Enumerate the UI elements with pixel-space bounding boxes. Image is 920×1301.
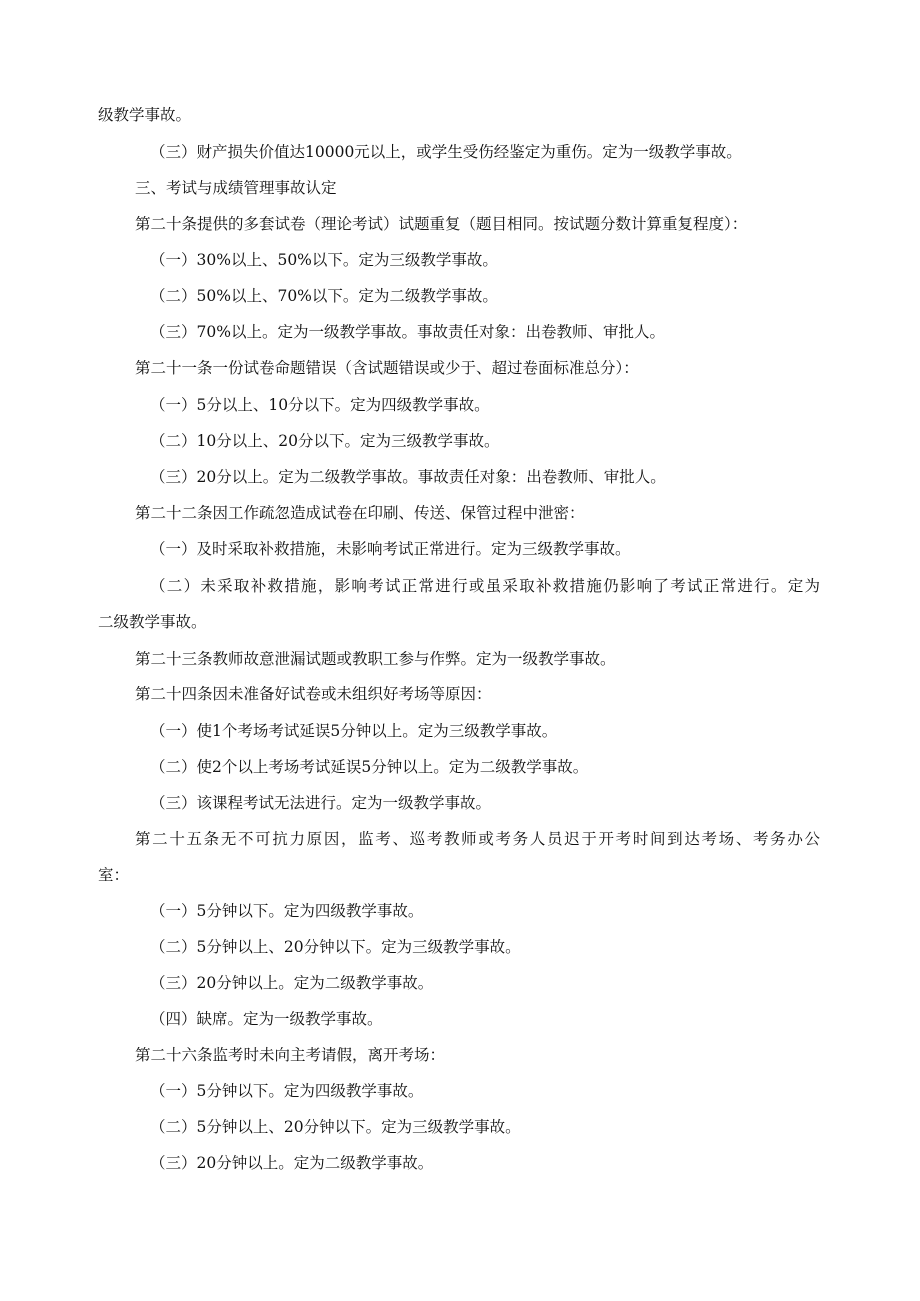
list-item: （三）该课程考试无法进行。定为一级教学事故。 bbox=[150, 794, 492, 812]
article-heading: 第二十五条无不可抗力原因，监考、巡考教师或考务人员迟于开考时间到达考场、考务办公 bbox=[135, 830, 820, 848]
list-item: （二）5分钟以上、20分钟以下。定为三级教学事故。 bbox=[150, 1118, 521, 1136]
list-item: （二）10分以上、20分以下。定为三级教学事故。 bbox=[150, 432, 500, 450]
list-item: （三）70%以上。定为一级教学事故。事故责任对象：出卷教师、审批人。 bbox=[150, 323, 665, 341]
article-heading: 第二十条提供的多套试卷（理论考试）试题重复（题目相同。按试题分数计算重复程度）： bbox=[135, 215, 748, 233]
article-heading: 第二十二条因工作疏忽造成试卷在印刷、传送、保管过程中泄密： bbox=[135, 504, 585, 522]
list-item: （一）及时采取补救措施，未影响考试正常进行。定为三级教学事故。 bbox=[150, 540, 631, 558]
list-item: （三）财产损失价值达10000元以上，或学生受伤经鉴定为重伤。定为一级教学事故。 bbox=[150, 143, 742, 161]
article-heading: 第二十六条监考时未向主考请假，离开考场： bbox=[135, 1046, 446, 1064]
list-item: （三）20分钟以上。定为二级教学事故。 bbox=[150, 1154, 434, 1172]
list-item: （三）20分以上。定为二级教学事故。事故责任对象：出卷教师、审批人。 bbox=[150, 468, 666, 486]
list-item: （二）使2个以上考场考试延误5分钟以上。定为二级教学事故。 bbox=[150, 758, 589, 776]
list-item: （一）5分钟以下。定为四级教学事故。 bbox=[150, 1082, 424, 1100]
article-heading: 第二十一条一份试卷命题错误（含试题错误或少于、超过卷面标准总分）： bbox=[135, 359, 639, 377]
list-item: （一）5分以上、10分以下。定为四级教学事故。 bbox=[150, 396, 490, 414]
list-item: （二）5分钟以上、20分钟以下。定为三级教学事故。 bbox=[150, 938, 521, 956]
list-item: （一）5分钟以下。定为四级教学事故。 bbox=[150, 902, 424, 920]
paragraph-continuation: 室： bbox=[98, 866, 130, 884]
list-item: （二）未采取补救措施，影响考试正常进行或虽采取补救措施仍影响了考试正常进行。定为 bbox=[150, 577, 820, 595]
paragraph-continuation: 级教学事故。 bbox=[98, 106, 192, 124]
list-item: （一）30%以上、50%以下。定为三级教学事故。 bbox=[150, 251, 498, 269]
list-item: （三）20分钟以上。定为二级教学事故。 bbox=[150, 974, 434, 992]
list-item: （一）使1个考场考试延误5分钟以上。定为三级教学事故。 bbox=[150, 722, 558, 740]
section-heading: 三、考试与成绩管理事故认定 bbox=[135, 179, 337, 197]
paragraph-continuation: 二级教学事故。 bbox=[98, 613, 207, 631]
list-item: （四）缺席。定为一级教学事故。 bbox=[150, 1010, 383, 1028]
article-heading: 第二十四条因未准备好试卷或未组织好考场等原因： bbox=[135, 685, 492, 703]
list-item: （二）50%以上、70%以下。定为二级教学事故。 bbox=[150, 287, 498, 305]
article-heading: 第二十三条教师故意泄漏试题或教职工参与作弊。定为一级教学事故。 bbox=[135, 650, 616, 668]
